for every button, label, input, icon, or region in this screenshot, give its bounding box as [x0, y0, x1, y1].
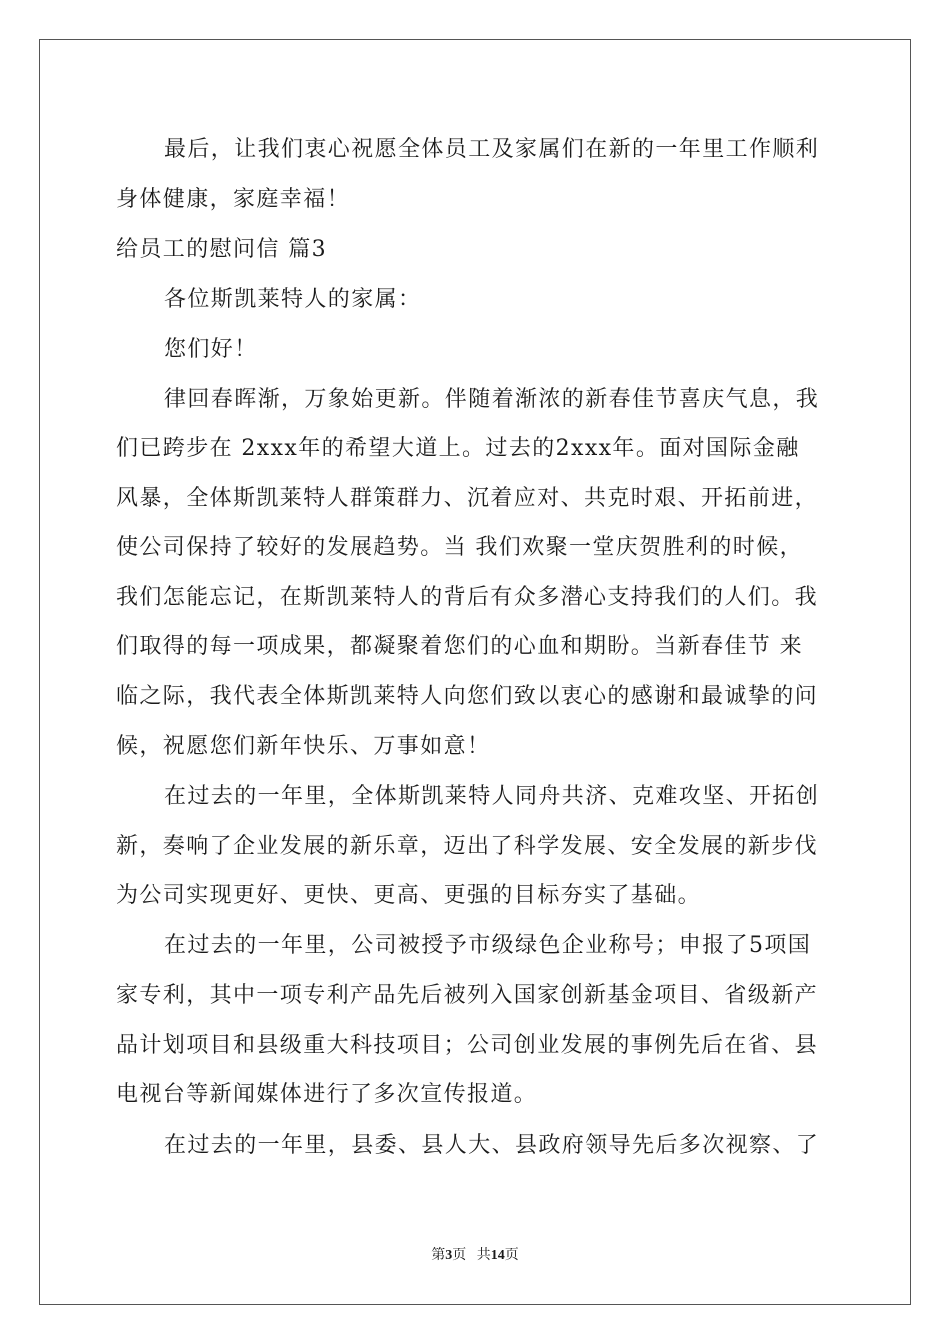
text-line: 为公司实现更好、更快、更高、更强的目标夯实了基础。: [116, 883, 702, 908]
section-heading: 给员工的慰问信 篇3: [116, 237, 327, 262]
greeting: 您们好！: [164, 337, 258, 362]
total-unit: 页: [504, 1248, 519, 1263]
text-line: 最后，让我们衷心祝愿全体员工及家属们在新的一年里工作顺利: [164, 137, 820, 162]
text-line: 品计划项目和县级重大科技项目；公司创业发展的事例先后在省、县: [116, 1033, 819, 1058]
text-line: 家专利，其中一项专利产品先后被列入国家创新基金项目、省级新产: [116, 983, 819, 1008]
total-prefix: 共: [476, 1248, 491, 1263]
text-line: 在过去的一年里，公司被授予市级绿色企业称号；申报了5项国: [164, 933, 812, 958]
salutation: 各位斯凯莱特人的家属：: [164, 287, 422, 312]
text-line: 们已跨步在 2xxx年的希望大道上。过去的2xxx年。面对国际金融: [116, 436, 800, 461]
text-line: 使公司保持了较好的发展趋势。当 我们欢聚一堂庆贺胜利的时候，: [116, 535, 803, 560]
text-line: 风暴，全体斯凯莱特人群策群力、沉着应对、共克时艰、开拓前进，: [116, 486, 819, 511]
text-line: 身体健康，家庭幸福！: [116, 187, 351, 212]
text-line: 律回春晖渐，万象始更新。伴随着渐浓的新春佳节喜庆气息，我: [164, 387, 820, 412]
page-prefix: 第: [431, 1248, 446, 1263]
text-line: 在过去的一年里，县委、县人大、县政府领导先后多次视察、了: [164, 1133, 820, 1158]
page-total: 14: [490, 1248, 505, 1263]
text-line: 我们怎能忘记，在斯凯莱特人的背后有众多潜心支持我们的人们。我: [116, 585, 819, 610]
page-current: 3: [445, 1248, 453, 1263]
page-footer: [0, 1244, 950, 1264]
text-line: 们取得的每一项成果，都凝聚着您们的心血和期盼。当新春佳节 来: [116, 634, 803, 659]
page-border: [39, 39, 911, 1305]
text-line: 候，祝愿您们新年快乐、万事如意！: [116, 734, 491, 759]
text-line: 电视台等新闻媒体进行了多次宣传报道。: [116, 1082, 538, 1107]
text-line: 在过去的一年里，全体斯凯莱特人同舟共济、克难攻坚、开拓创: [164, 784, 820, 809]
text-line: 新，奏响了企业发展的新乐章，迈出了科学发展、安全发展的新步伐: [116, 834, 819, 859]
page-unit: 页: [452, 1248, 467, 1263]
text-line: 临之际，我代表全体斯凯莱特人向您们致以衷心的感谢和最诚挚的问: [116, 684, 819, 709]
